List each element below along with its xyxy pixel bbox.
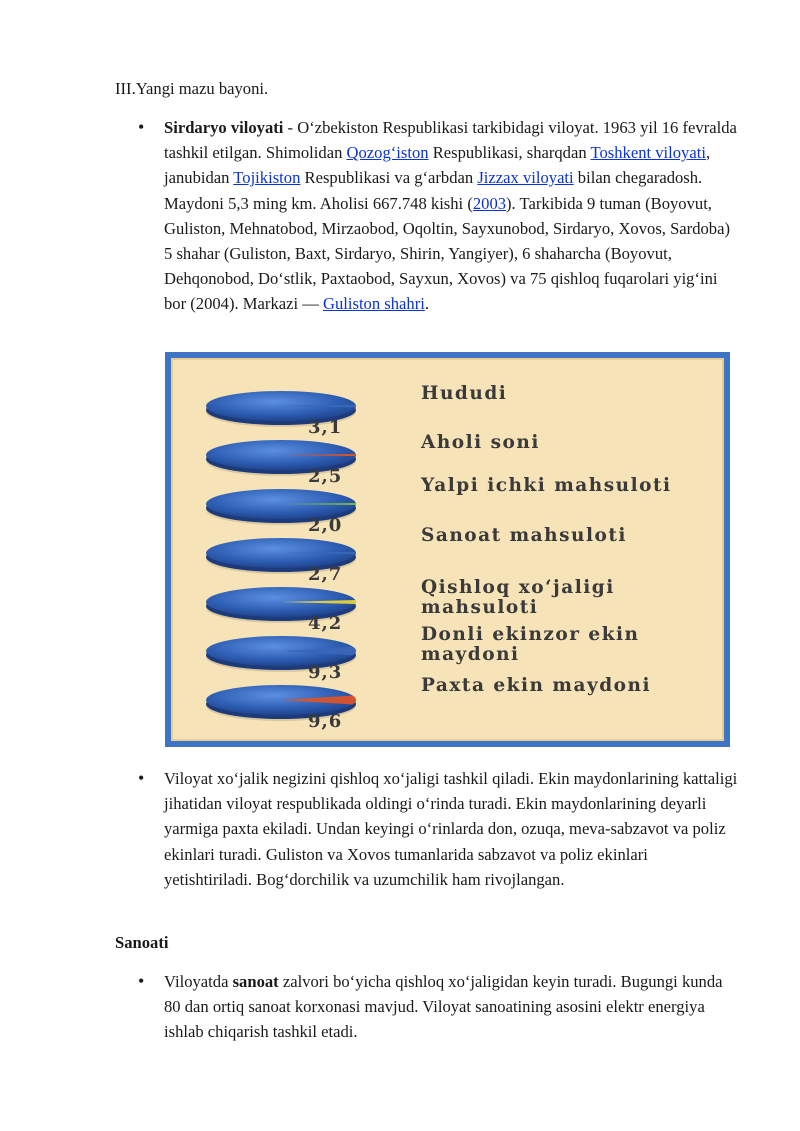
list-item xyxy=(138,115,738,317)
bullet-icon: • xyxy=(138,768,145,788)
figure-value: 2,5 xyxy=(308,466,343,487)
text-span: - O‘zbekiston Respublikasi tarkibidagi viloyat. 1963 yil 16 fevralda tashkil etilgan. Shimolidan xyxy=(164,118,737,163)
figure-label: Hududi xyxy=(421,383,508,404)
text-span: Respublikasi, sharqdan xyxy=(428,143,591,163)
text-span: Respublikasi va g‘arbdan xyxy=(300,168,478,188)
figure-value: 2,7 xyxy=(308,564,343,585)
figure-value: 4,2 xyxy=(308,613,343,634)
text-span: Viloyatda xyxy=(164,972,233,991)
list-item xyxy=(138,969,738,1045)
text-span: . xyxy=(424,294,430,314)
bullet-icon: • xyxy=(138,971,145,991)
figure-label: Sanoat mahsuloti xyxy=(421,525,627,546)
figure-label: Paxta ekin maydoni xyxy=(421,675,651,696)
list-item xyxy=(138,766,738,892)
figure-label: Yalpi ichki mahsuloti xyxy=(421,475,672,496)
paragraph-sanoat xyxy=(164,969,738,1045)
link-tojikiston[interactable]: Tojikiston xyxy=(233,168,301,188)
text-span: , janubidan xyxy=(164,143,711,188)
bullet-icon: • xyxy=(138,117,145,137)
figure-value: 3,1 xyxy=(308,417,343,438)
text-span: zalvori bo‘yicha qishloq xo‘jaligidan keyin turadi. Bugungi kunda 80 dan ortiq sanoat korxonasi mavjud. Viloyat sanoatining asosini elektr energiya ishlab chiqarish tashkil etadi. xyxy=(164,972,723,1042)
figure-value: 9,3 xyxy=(308,662,343,683)
link-2003[interactable]: 2003 xyxy=(472,193,507,213)
figure-value: 2,0 xyxy=(308,515,343,536)
term-sirdaryo: Sirdaryo viloyati xyxy=(164,118,284,137)
link-qozogiston[interactable]: Qozog‘iston xyxy=(346,143,429,163)
section-title-sanoati: Sanoati xyxy=(115,933,169,952)
link-toshkent-viloyati[interactable]: Toshkent viloyati xyxy=(590,143,706,163)
figure-value: 9,6 xyxy=(308,711,343,732)
figure-label: Donli ekinzor ekin maydoni xyxy=(421,624,640,665)
link-guliston-shahri[interactable]: Guliston shahri xyxy=(322,294,425,314)
paragraph-sirdaryo xyxy=(164,115,738,317)
section-heading: III.Yangi mazu bayoni. xyxy=(115,79,269,98)
text-span: ). Tarkibida 9 tuman (Boyovut, Guliston, Mehnatobod, Mirzaobod, Oqoltin, Sayxunobod, Sirdaryo, Xovos, Sardoba) 5 shahar (Guliston, Baxt, Sirdaryo, Shirin, Yangiyer), 6 shaharcha (Boyovut, Dehqonobod, Do‘stlik, Paxtaobod, Sayxun, Xovos) va 75 qishloq fuqarolari yig‘ini bor (2004). Markazi — xyxy=(164,193,730,314)
figure-label: Qishloq xo‘jaligi mahsuloti xyxy=(421,577,615,618)
statistics-figure xyxy=(165,352,730,747)
term-sanoat: sanoat xyxy=(232,972,279,991)
paragraph-xojalik: Viloyat xo‘jalik negizini qishloq xo‘jaligi tashkil qiladi. Ekin maydonlarining kattaligi jihatidan viloyat respublikada oldingi o‘rinda turadi. Ekin maydonlarining deyarli yarmiga paxta ekiladi. Undan keyingi o‘rinlarda don, ozuqa, meva-sabzavot va poliz ekinlari turadi. Guliston va Xovos tumanlarida sabzavot va poliz ekinlari yetishtiriladi. Bog‘dorchilik va uzumchilik ham rivojlangan. xyxy=(164,769,738,889)
link-jizzax-viloyati[interactable]: Jizzax viloyati xyxy=(477,168,574,188)
figure-label: Aholi soni xyxy=(421,432,540,453)
text-span: bilan chegaradosh. Maydoni 5,3 ming km. Aholisi 667.748 kishi ( xyxy=(164,168,703,213)
